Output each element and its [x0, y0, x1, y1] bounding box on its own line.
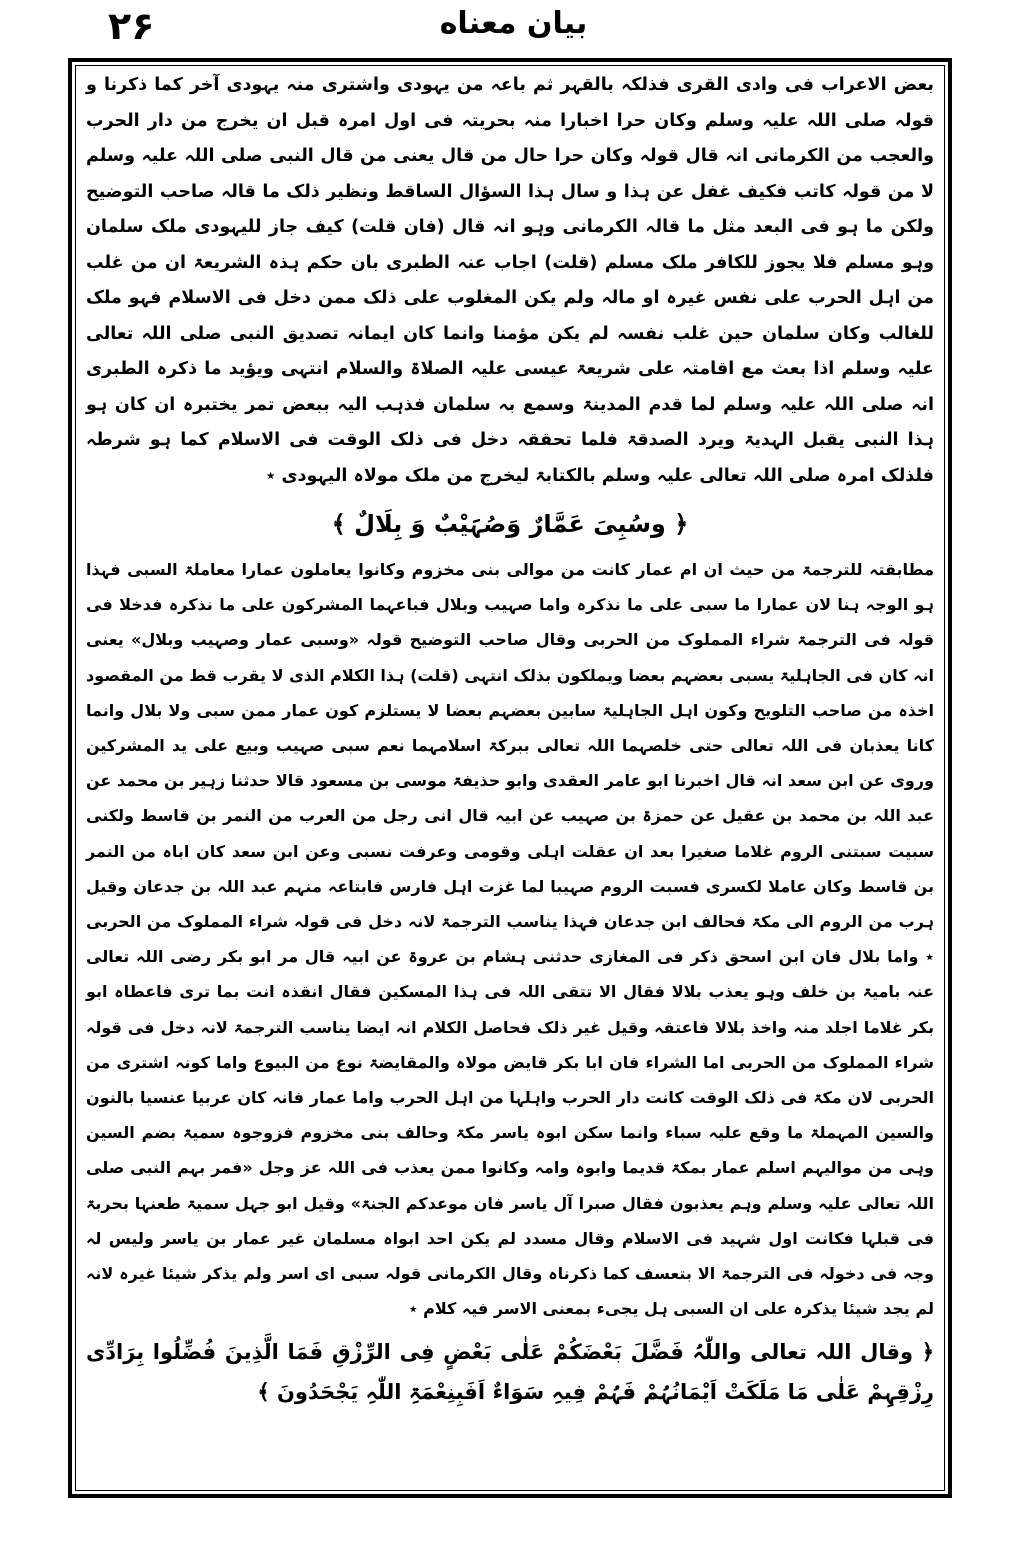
page-number: ۲۶: [108, 4, 155, 48]
commentary-paragraph-1: بعض الاعراب فی وادی القری فذلکہ بالقہر ثم باعہ من یہودی واشتری منہ یہودی آخر کما ذکرنا و قولہ صلی اللہ علیہ وسلم وکان حرا اخبارا منہ بحریتہ فی اول امرہ قبل ان یخرج من دار الحرب والعجب من الکرمانی انہ قال قولہ وکان حرا حال من قال یعنی من قال النبی صلی اللہ علیہ وسلم لا من قولہ کاتب فکیف غفل عن ہذا و سال ہذا السؤال الساقط ونظیر ذلک ما قالہ صاحب التوضیح ولکن ما ہو فی البعد مثل ما قالہ الکرمانی وہو انہ قال (فان قلت) کیف جاز للیہودی ملک سلمان وہو مسلم فلا یجوز للکافر ملک مسلم (قلت) اجاب عنہ الطبری بان حکم ہذہ الشریعۃ ان من غلب من اہل الحرب علی نفس غیرہ او مالہ ولم یکن المغلوب علی ذلک ممن دخل فی الاسلام فہو ملک للغالب وکان سلمان حین غلب نفسہ لم یکن مؤمنا وانما کان ایمانہ تصدیق النبی صلی اللہ تعالی علیہ وسلم اذا بعث مع اقامتہ علی شریعۃ عیسی علیہ الصلاۃ والسلام انتہی ویؤید ما ذکرہ الطبری انہ صلی اللہ علیہ وسلم لما قدم المدینۃ وسمع بہ سلمان فذہب الیہ ببعض تمر یختبرہ ان کان ہو ہذا النبی یقبل الہدیۃ ویرد الصدقۃ فلما تحققہ دخل فی ذلک الوقت فی الاسلام کما ہو شرطہ فلذلک امرہ صلی اللہ تعالی علیہ وسلم بالکتابۃ لیخرج من ملک مولاہ الیہودی ٭: [86, 75, 934, 486]
commentary-paragraph-2: مطابقتہ للترجمۃ من حیث ان ام عمار کانت من موالی بنی مخزوم وکانوا یعاملون عمارا معاملۃ السبی فہذا ہو الوجہ ہنا لان عمارا ما سبی علی ما نذکرہ واما صہیب وبلال فباعہما المشرکون علی ما نذکرہ فدخلا فی قولہ فی الترجمۃ شراء المملوک من الحربی وقال صاحب التوضیح قولہ «وسبی عمار وصہیب وبلال» یعنی انہ کان فی الجاہلیۃ یسبی بعضہم بعضا ویملکون بذلک انتہی (قلت) ہذا الکلام الذی لا یقرب قط من المقصود اخذہ من صاحب التلویح وکون اہل الجاہلیۃ سابین بعضہم بعضا لا یستلزم کون عمار ممن سبی ولا بلال وانما کانا یعذبان فی اللہ تعالی حتی خلصہما اللہ تعالی ببرکۃ اسلامہما نعم سبی صہیب وبیع علی ید المشرکین وروی عن ابن سعد انہ قال اخبرنا ابو عامر العقدی وابو حذیفۃ موسی بن مسعود قالا حدثنا زہیر بن محمد عن عبد اللہ بن محمد بن عقیل عن حمزۃ بن صہیب عن ابیہ قال انی رجل من العرب من النمر بن قاسط ولکنی سبیت سبتنی الروم غلاما صغیرا بعد ان عقلت اہلی وقومی وعرفت نسبی وعن ابن سعد کان اباہ من النمر بن قاسط وکان عاملا لکسری فسبت الروم صہیبا لما غزت اہل فارس فابتاعہ منہم عبد اللہ بن جدعان وقیل ہرب من الروم الی مکۃ فحالف ابن جدعان فہذا یناسب الترجمۃ لانہ دخل فی قولہ شراء المملوک من الحربی ٭ واما بلال فان ابن اسحق ذکر فی المغازی حدثنی ہشام بن عروۃ عن ابیہ قال مر ابو بکر رضی اللہ تعالی عنہ بامیۃ بن خلف وہو یعذب بلالا فقال الا تتقی اللہ فی ہذا المسکین فقال انقذہ انت بما تری فاعطاہ ابو بکر غلاما اجلد منہ واخذ بلالا فاعتقہ وقیل غیر ذلک فحاصل الکلام انہ ایضا یناسب الترجمۃ لانہ دخل فی قولہ شراء المملوک من الحربی اما الشراء فان ابا بکر قایض مولاہ والمقایضۃ نوع من البیوع واما کونہ اشتری من الحربی لان مکۃ فی ذلک الوقت کانت دار الحرب واہلہا من اہل الحرب واما عمار فانہ کان عربیا عنسیا بالنون والسین المہملۃ ما وقع علیہ سباء وانما سکن ابوہ یاسر مکۃ وحالف بنی مخزوم فزوجوہ سمیۃ بضم السین وہی من موالیہم اسلم عمار بمکۃ قدیما وابوہ وامہ وکانوا ممن یعذب فی اللہ عز وجل «فمر بہم النبی صلی اللہ تعالی علیہ وسلم وہم یعذبون فقال صبرا آل یاسر فان موعدکم الجنۃ» وقیل ابو جہل سمیۃ طعنہا بحربۃ فی قبلہا فکانت اول شہید فی الاسلام وقال مسدد لم یکن احد ابواہ مسلمان غیر عمار بن یاسر ولیس لہ وجہ فی دخولہ فی الترجمۃ الا بتعسف کما ذکرناہ وقال الکرمانی قولہ سبی ای اسر ولم یذکر شیئا غیرہ لانہ لم یجد شیئا یذکرہ علی ان السبی ہل یجیء بمعنی الاسر فیہ کلام ٭: [86, 560, 934, 1319]
quranic-verse: ﴿ وقال اللہ تعالی واللّٰہُ فَضَّلَ بَعْضَکُمْ عَلٰی بَعْضٍ فِی الرِّزْقِ فَمَا الَّذِینَ فُضِّلُوا بِرَادِّی رِزْقِہِمْ عَلٰی مَا مَلَکَتْ اَیْمَانُہُمْ فَہُمْ فِیہِ سَوَاءٌ اَفَبِنِعْمَۃِ اللّٰہِ یَجْحَدُونَ ﴾: [86, 1340, 934, 1405]
running-title: بیان معناه: [439, 6, 588, 41]
section-heading: ﴿ وسُبِیَ عَمَّارٌ وَصُہَیْبٌ وَ بِلَالٌ ﴾: [331, 510, 689, 538]
text-frame: [68, 58, 952, 1498]
